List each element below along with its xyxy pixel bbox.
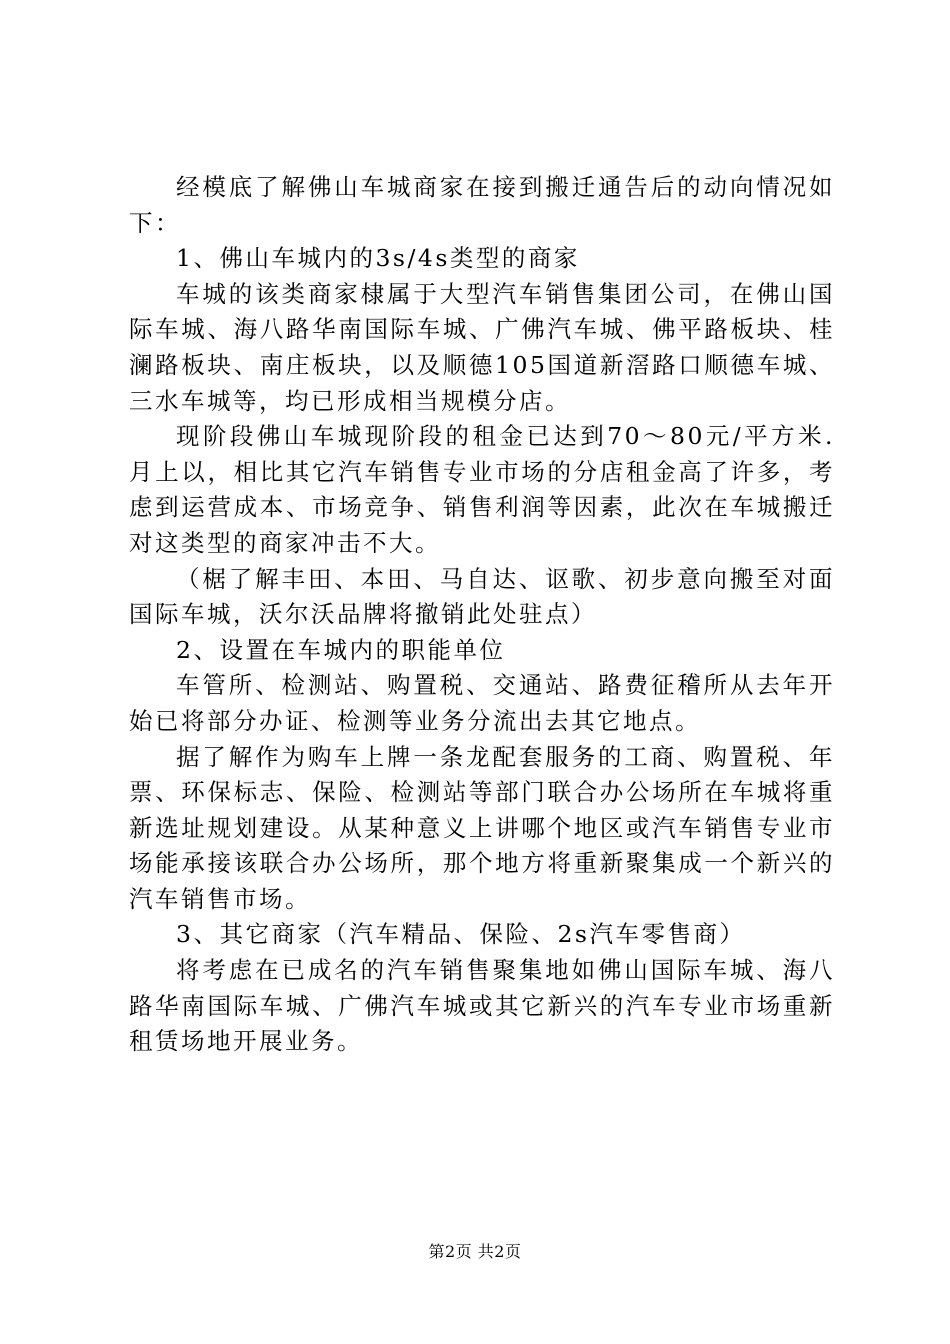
- paragraph-brand-moves: （椐了解丰田、本田、马自达、讴歌、初步意向搬至对面国际车城，沃尔沃品牌将撤销此处驻点）: [129, 564, 835, 629]
- paragraph-agencies: 车管所、检测站、购置税、交通站、路费征稽所从去年开始已将部分办证、检测等业务分流出去其它地点。: [129, 671, 835, 735]
- paragraph-dealer-branches: 车城的该类商家棣属于大型汽车销售集团公司，在佛山国际车城、海八路华南国际车城、广佛汽车城、佛平路板块、桂澜路板块、南庄板块，以及顺德105国道新滘路口顺德车城、三水车城等，均已形成相当规模分店。: [129, 279, 835, 415]
- paragraph-other-merchants: 将考虑在已成名的汽车销售聚集地如佛山国际车城、海八路华南国际车城、广佛汽车城或其它新兴的汽车专业市场重新租赁场地开展业务。: [129, 956, 835, 1056]
- document-body: [129, 170, 835, 1060]
- intro-paragraph: 经模底了解佛山车城商家在接到搬迁通告后的动向情况如下：: [129, 173, 835, 237]
- paragraph-joint-office: 据了解作为购车上牌一条龙配套服务的工商、购置税、年票、环保标志、保险、检测站等部门联合办公场所在车城将重新选址规划建设。从某种意义上讲哪个地区或汽车销售专业市场能承接该联合办公场所，那个地方将重新聚集成一个新兴的汽车销售市场。: [129, 742, 835, 913]
- paragraph-rent-impact: 现阶段佛山车城现阶段的租金已达到70～80元/平方米.月上以，相比其它汽车销售专业市场的分店租金高了许多，考虑到运营成本、市场竞争、销售利润等因素，此次在车城搬迁对这类型的商家冲击不大。: [129, 422, 835, 557]
- page-number-footer: 第2页 共2页: [428, 1242, 522, 1261]
- section-heading-2: 2、设置在车城内的职能单位: [176, 635, 506, 664]
- section-heading-3: 3、其它商家（汽车精品、保险、2s汽车零售商）: [176, 920, 746, 949]
- section-heading-1: 1、佛山车城内的3s/4s类型的商家: [176, 244, 580, 273]
